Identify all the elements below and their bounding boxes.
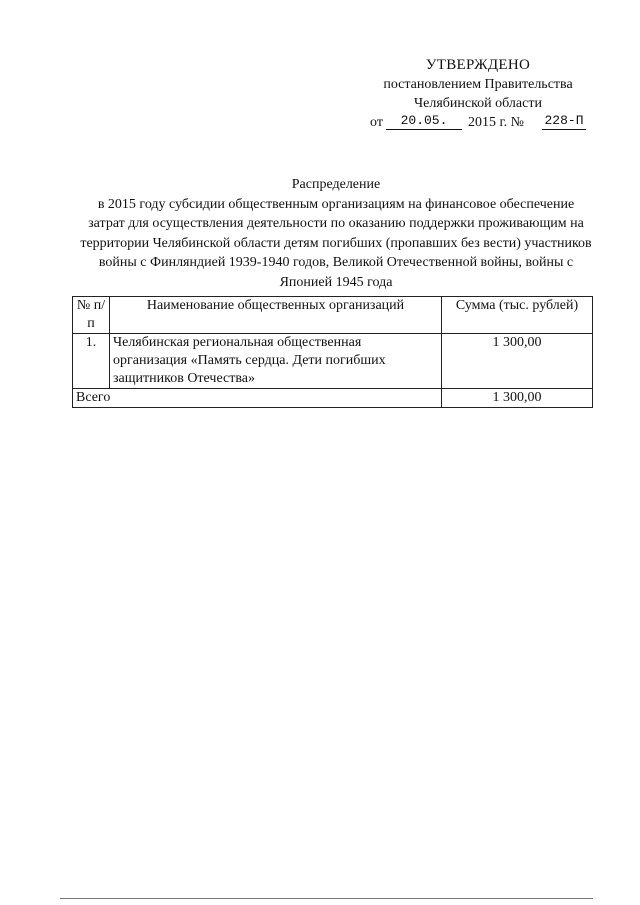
approval-date: 20.05.: [386, 113, 462, 130]
approval-stamp: [360, 56, 596, 133]
row-organization: Челябинская региональная общественная организация «Память сердца. Дети погибших защитников Отечества»: [110, 334, 442, 389]
row-number: 1.: [73, 334, 110, 389]
header-number: № п/п: [73, 297, 110, 334]
approval-number: 228-П: [542, 113, 586, 130]
table-total-row: [73, 389, 593, 408]
page-bottom-rule: [60, 898, 593, 899]
distribution-table: [72, 296, 593, 408]
approval-title: УТВЕРЖДЕНО: [425, 57, 531, 73]
approval-line-1: постановлением Правительства: [383, 77, 573, 92]
total-sum: 1 300,00: [442, 389, 593, 408]
header-organization: Наименование общественных организаций: [110, 297, 442, 334]
document-title: Распределение: [291, 177, 381, 192]
date-prefix: от: [370, 115, 383, 130]
document-subtitle: в 2015 году субсидии общественным организациям на финансовое обеспечение затрат для осуществления деятельности по оказанию поддержки проживающим на территории Челябинской области детям погибших (пропавших без вести) участников войны с Финляндией 1939-1940 годов, Великой Отечественной войны, войны с Японией 1945 года: [80, 196, 592, 290]
row-sum: 1 300,00: [442, 334, 593, 389]
document-heading: [80, 175, 592, 292]
approval-line-2: Челябинской области: [414, 96, 542, 111]
approval-year: 2015 г. №: [468, 115, 525, 130]
header-sum: Сумма (тыс. рублей): [442, 297, 593, 334]
table-row: [73, 334, 593, 389]
total-label: Всего: [73, 389, 442, 408]
approval-date-line: [360, 113, 596, 133]
table-header-row: [73, 297, 593, 334]
